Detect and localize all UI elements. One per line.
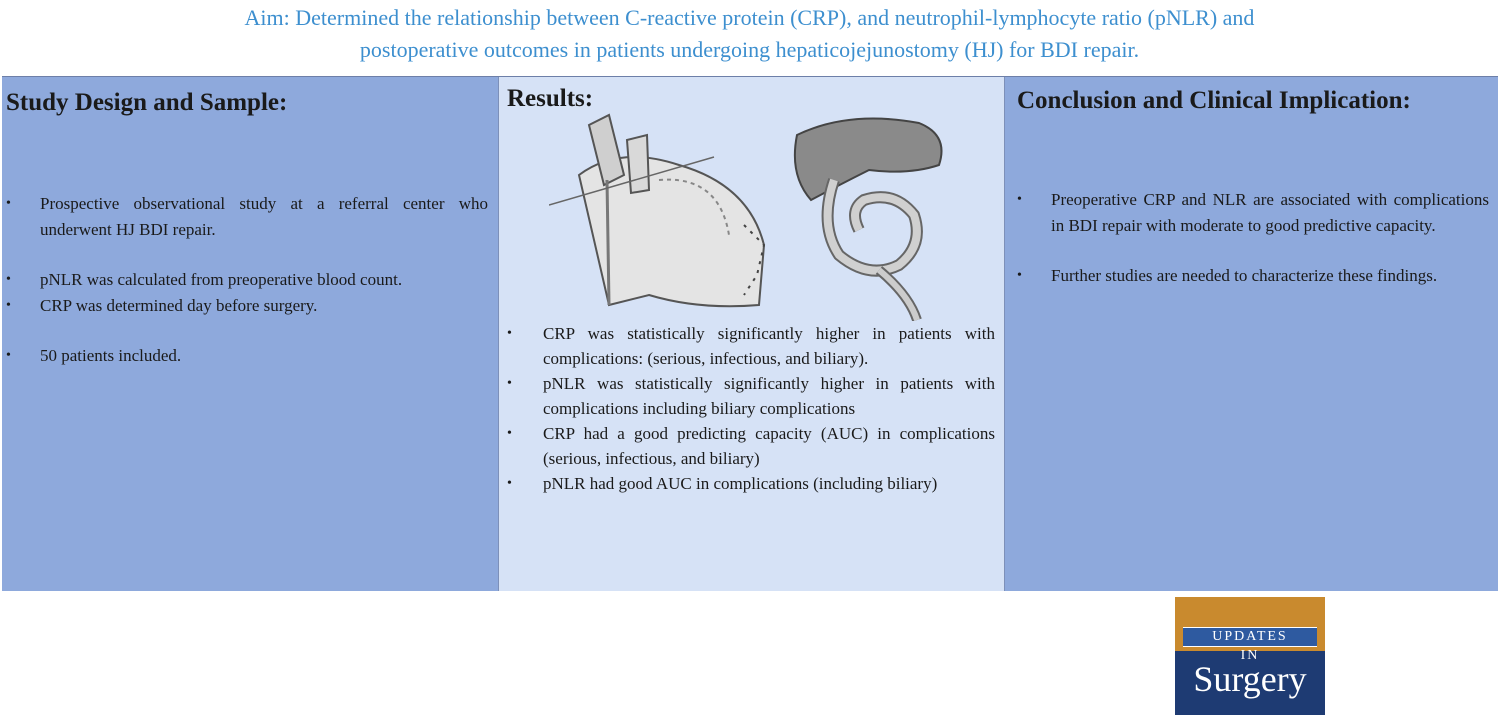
conclusion-item-1: • Preoperative CRP and NLR are associated with complications in BDI repair with moderate to good predictive capacity. bbox=[1015, 187, 1489, 239]
journal-word-updates: UPDATES bbox=[1183, 627, 1317, 647]
study-design-item-3: • CRP was determined day before surgery. bbox=[4, 293, 488, 319]
journal-cover-logo bbox=[1175, 597, 1325, 715]
study-design-heading: Study Design and Sample: bbox=[6, 89, 288, 116]
results-item-4: • pNLR had good AUC in complications (including biliary) bbox=[505, 471, 995, 496]
conclusion-list bbox=[1015, 187, 1489, 289]
study-design-panel bbox=[2, 77, 499, 591]
surgical-illustration bbox=[549, 105, 989, 321]
journal-word-in: IN bbox=[1240, 648, 1260, 663]
conclusion-panel bbox=[1004, 77, 1498, 591]
journal-word-surgery: Surgery bbox=[1193, 659, 1307, 699]
results-panel bbox=[499, 77, 1004, 591]
results-heading: Results: bbox=[507, 85, 594, 112]
anastomosis-drawing bbox=[549, 115, 764, 306]
study-design-list bbox=[4, 191, 488, 369]
results-item-3: • CRP had a good predicting capacity (AUC) in complications (serious, infectious, and biliary) bbox=[505, 421, 995, 471]
aim-line-2: postoperative outcomes in patients undergoing hepaticojejunostomy (HJ) for BDI repair. bbox=[359, 37, 1140, 62]
liver-jejunum-drawing bbox=[795, 119, 942, 320]
study-design-item-2: • pNLR was calculated from preoperative blood count. bbox=[4, 267, 488, 293]
results-item-2: • pNLR was statistically significantly higher in patients with complications including biliary complications bbox=[505, 371, 995, 421]
aim-line-1: Aim: Determined the relationship between C-reactive protein (CRP), and neutrophil-lymphocyte ratio (pNLR) and bbox=[244, 5, 1255, 30]
study-design-item-4: • 50 patients included. bbox=[4, 343, 488, 369]
results-item-1: • CRP was statistically significantly higher in patients with complications: (serious, infectious, and biliary). bbox=[505, 321, 995, 371]
results-list bbox=[505, 321, 995, 496]
aim-statement bbox=[0, 2, 1499, 66]
conclusion-item-2: • Further studies are needed to characterize these findings. bbox=[1015, 263, 1489, 289]
abstract-panels bbox=[2, 76, 1498, 591]
study-design-item-1: • Prospective observational study at a referral center who underwent HJ BDI repair. bbox=[4, 191, 488, 243]
conclusion-heading: Conclusion and Clinical Implication: bbox=[1017, 87, 1411, 114]
